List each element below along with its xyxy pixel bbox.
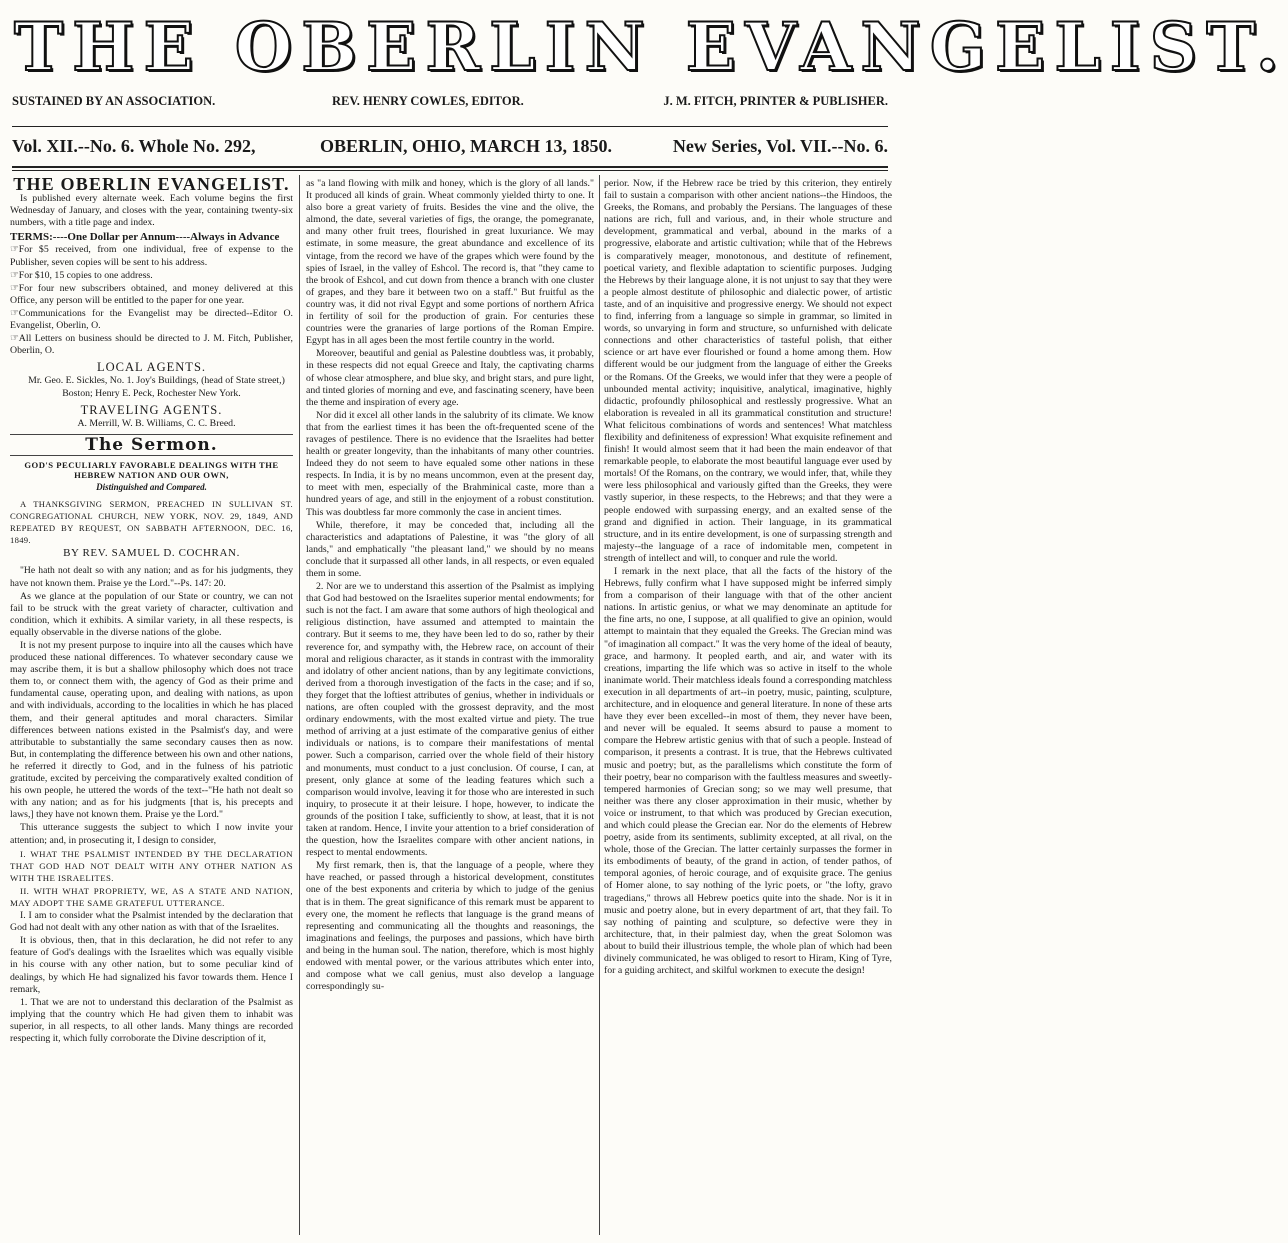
- notice-item: ☞For $5 received, from one individual, free of expense to the Publisher, seven copies will be sent to his address.: [10, 244, 293, 268]
- paragraph: Nor did it excel all other lands in the salubrity of its climate. We know that from the earliest times it has been the oft-frequented scene of the ravages of pestilence. There is no evidence that the Israelites had better health or greater longevity, than the inhabitants of many other countries. Indeed they do not seem to have equaled some other nations in these respects. In India, it is by no means uncommon, even at the present day, to meet with men, especially of the Brahminical caste, more than a hundred years of age, and still in the enjoyment of a robust constitution. This was doubtless far more commonly the case in ancient times.: [306, 409, 594, 518]
- notice-item: ☞All Letters on business should be directed to J. M. Fitch, Publisher, Oberlin, O.: [10, 333, 293, 357]
- column-2: [306, 178, 594, 1233]
- notice-item: ☞For four new subscribers obtained, and money delivered at this Office, any person will be entitled to the paper for one year.: [10, 282, 293, 306]
- paragraph: 1. That we are not to understand this declaration of the Psalmist as implying that the country which He had given them to inhabit was superior, in all respects, to all other lands. Many things are recorded respecting it, which fully corroborate the Divine description of it,: [10, 996, 293, 1044]
- sermon-occasion: A THANKSGIVING SERMON, PREACHED IN SULLIVAN ST. CONGREGATIONAL CHURCH, NEW YORK, NOV. 29, 1849, AND REPEATED BY REQUEST, ON SABBATH AFTERNOON, DEC. 16, 1849.: [10, 498, 293, 546]
- issue-dateline: OBERLIN, OHIO, MARCH 13, 1850.: [320, 136, 613, 156]
- sermon-epigraph: "He hath not dealt so with any nation; and as for his judgments, they have not known them. Praise ye the Lord."--Ps. 147: 20.: [10, 565, 293, 589]
- masthead: [0, 0, 1288, 90]
- paragraph: as "a land flowing with milk and honey, which is the glory of all lands." It produced all kinds of grain. Wheat commonly yielded thirty to one. It also bore a great variety of fruits. Besides the vine and the olive, the almond, the date, several varieties of figs, the orange, the pomegranate, and many other fruit trees, flourished in great luxuriance. We may estimate, in some measure, the great abundance and excellence of its vintage, from the record we have of the grapes which were found by the spies of Israel, in the valley of Eshcol. The record is, that "they came to the brook of Eshcol, and cut down from thence a branch with one cluster of grapes, and they bare it between two on a staff." But fruitful as the country was, it did not rival Egypt and some portions of northern Africa in fertility of soil for the production of grain. For centuries these countries were the granaries of large portions of the Roman Empire. Egypt has in all ages been the most fertile country in the world.: [306, 178, 594, 347]
- issue-volume: Vol. XII.--No. 6. Whole No. 292,: [12, 136, 256, 156]
- paragraph: I. WHAT THE PSALMIST INTENDED BY THE DECLARATION THAT GOD HAD NOT DEALT WITH ANY OTHER NATION AS WITH THE ISRAELITES.: [10, 848, 293, 883]
- sidebar-paper-name: THE OBERLIN EVANGELIST.: [13, 174, 290, 194]
- paragraph: My first remark, then is, that the language of a people, where they have reached, or passed through a historical development, constitutes one of the best exponents and criteria by which to judge of the genius that is in them. The great significance of this remark must be apparent to every one, the moment he reflects that language is the grand means of representing and communicating all the thoughts and reasonings, the imaginations and feelings, the purposes and passions, which have birth and being in the human soul. The nation, therefore, which is most highly endowed with mental power, or the various attributes which enter into, and compose what we call genius, must also develop a language correspondingly su-: [306, 860, 594, 993]
- sermon-byline: BY REV. SAMUEL D. COCHRAN.: [63, 547, 240, 560]
- issue-series: New Series, Vol. VII.--No. 6.: [672, 136, 888, 156]
- sermon-heading: The Sermon.: [85, 434, 218, 455]
- column-1: [10, 174, 293, 1233]
- paragraph: While, therefore, it may be conceded that, including all the characteristics and adaptations of Palestine, it was "the glory of all lands," and emphatically "the pleasant land," we should by no means conclude that it surpassed all other lands, in all respects, or even equaled them in some.: [306, 519, 594, 579]
- paragraph: I. I am to consider what the Psalmist intended by the declaration that God had not dealt with any other nation as with that of the Israelites.: [10, 910, 293, 934]
- paragraph: II. WITH WHAT PROPRIETY, WE, AS A STATE AND NATION, MAY ADOPT THE SAME GRATEFUL UTTERANCE.: [10, 885, 293, 908]
- credit-editor: REV. HENRY COWLES, EDITOR.: [332, 94, 524, 108]
- column-separator: [299, 175, 300, 1235]
- publication-info: Is published every alternate week. Each volume begins the first Wednesday of January, and closes with the year, containing twenty-six numbers, with a title page and index.: [10, 193, 293, 229]
- credit-row: [12, 94, 888, 112]
- column-separator: [599, 175, 600, 1235]
- masthead-rule-top: [12, 126, 888, 127]
- paragraph: As we glance at the population of our State or country, we can not fail to be struck with the great variety of character, cultivation and condition, which it exhibits. A similar variety, in all these respects, is equally observable in the diverse nations of the globe.: [10, 590, 293, 638]
- credit-publisher: J. M. FITCH, PRINTER & PUBLISHER.: [663, 94, 888, 108]
- paragraph: perior. Now, if the Hebrew race be tried by this criterion, they entirely fail to sustain a comparison with other ancient nations--the Hindoos, the Greeks, the Romans, and probably the Persians. The languages of these nations are rich, full and various, and, in their whole structure and development, grammatical and verbal, abound in the marks of a progressive, elaborate and artistic cultivation; while that of the Hebrews is comparatively meager, monotonous, and destitute of refinement, poetical variety, and flexible adaptation to scientific purposes. Judging the Hebrews by their language alone, it is not unjust to say that they were a people almost destitute of philosophic and dialectic power, of artistic taste, and of an inquisitive and progressive energy. We should not expect to find, inferring from a language so simple in grammar, so limited in words, so unvarying in form and structure, so unfurnished with delicate connections and other characteristics of tasteful polish, that either science or art have ever flourished or found a home among them. How different would be our judgment from the language of either the Greeks or the Romans. Of the Greeks, we would infer that they were a people of unbounded mental activity; inquisitive, analytical, imaginative, highly didactic, profoundly philosophical and restlessly progressive. What an elaboration is revealed in all its grammatical constitution and structure! What felicitous combinations of words and sentences! What matchless flexibility and definiteness of expression! What exquisite refinement and finish! It would almost seem that it had been the main endeavor of that remarkable people, to elaborate the most beautiful language ever used by mortals! Of the Romans, on the contrary, we would infer, that, while they were less philosophical and variously gifted than the Greeks, they were vastly superior, in these respects, to the Hebrews; and that they were a people endowed with surpassing energy, and an exalted sense of the grand and dignified in action. Their language, in its grammatical structure, and in its entire development, is one of surpassing strength and majesty--the language of a race of indomitable men, competent in strength of intellect and will, to conquer and rule the world.: [604, 178, 892, 564]
- paragraph: This utterance suggests the subject to which I now invite your attention; and, in prosecuting it, I design to consider,: [10, 822, 293, 846]
- local-agents-heading: LOCAL AGENTS.: [96, 360, 207, 375]
- paragraph: It is not my present purpose to inquire into all the causes which have produced these national differences. To whatever secondary cause we may ascribe them, it is but a shallow philosophy which does not trace them to, or connect them with, the agency of God as their prime and fundamental cause, operating upon, and dealing with nations, as upon and with individuals, according to the localities in which he has placed them, and their general aptitudes and moral characters. Similar differences between nations existed in the Psalmist's day, and were attributable to substantially the same secondary causes then as now. But, in contemplating the difference between his own and other nations, he referred it directly to God, and in the fulness of his patriotic gratitude, excited by perceiving the comparatively exalted condition of his own people, he uttered the words of the text--"He hath not dealt so with any nation; and as for his judgments [that is, his precepts and laws,] they have not known them. Praise ye the Lord.": [10, 640, 293, 821]
- sermon-subtitle: GOD'S PECULIARLY FAVORABLE DEALINGS WITH THE HEBREW NATION AND OUR OWN,: [24, 459, 279, 481]
- notice-item: ☞Communications for the Evangelist may be directed--Editor O. Evangelist, Oberlin, O.: [10, 307, 293, 332]
- paragraph: Moreover, beautiful and genial as Palestine doubtless was, it probably, in these respects did not equal Greece and Italy, the captivating charms of whose clear atmosphere, and blue sky, and bright stars, and pure light, and tinted glories of morning and eve, and fascinating scenery, have been the theme and inspiration of every age.: [306, 348, 594, 408]
- issue-row: [12, 136, 888, 158]
- column-3: [604, 178, 892, 1233]
- masthead-title: THE OBERLIN EVANGELIST.: [14, 8, 1288, 86]
- sermon-subtitle-2: Distinguished and Compared.: [96, 481, 207, 492]
- notice-item: ☞For $10, 15 copies to one address.: [10, 269, 153, 281]
- traveling-agents-text: A. Merrill, W. B. Williams, C. C. Breed.: [77, 417, 236, 429]
- paragraph: 2. Nor are we to understand this assertion of the Psalmist as implying that God had bestowed on the Israelites superior mental endowments; for such is not the fact. I am aware that some authors of high theological and religious distinction, have assumed and attempted to maintain the contrary. But it seems to me, they have been led to do so, rather by their reverence for, and sympathy with, the Hebrew race, on account of their moral and religious character, as it stands in contrast with the immorality and idolatry of other ancient nations, than by any legitimate convictions, derived from a thorough investigation of the facts in the case; and if so, they forget that the loftiest attributes of genius, whether in individuals or nations, are often coupled with the grossest depravity, and the most ordinary endowments, with the most exalted virtue and piety. The true method of arriving at a just estimate of the comparative genius of either individuals or nations, is to compare their manifestations of mental power. Such a comparison, carried over the whole field of their history and monuments, must conduct to a just conclusion. Of course, I can, at present, only glance at some of the leading features which such a comparison would involve, leaving it for those who are interested in such inquiry, to prosecute it at their leisure. I hope, however, to indicate the grounds of the position I take, sufficiently to show, at least, that it is not taken at random. Hence, I invite your attention to a brief consideration of the question, how the Israelites compare with other ancient nations, in respect to mental endowments.: [306, 581, 594, 859]
- credit-association: SUSTAINED BY AN ASSOCIATION.: [12, 94, 216, 108]
- local-agents-text: Mr. Geo. E. Sickles, No. 1. Joy's Buildings, (head of State street,) Boston; Henry E. Peck, Rochester New York.: [28, 375, 285, 399]
- masthead-rule-thin: [12, 170, 888, 171]
- paragraph: I remark in the next place, that all the facts of the history of the Hebrews, fully confirm what I have supposed might be inferred simply from a comparison of their language with that of the other ancient nations. In artistic genius, or what we may denominate an aptitude for the fine arts, no one, I suppose, at all qualified to give an opinion, would attempt to maintain that they equaled the Greeks. The Grecian mind was "of imagination all compact." It was the very home of the ideal of beauty, grace, and harmony. It peopled earth, and air, and water with its creations, imparting the life which was so active in itself to the whole inanimate world. Their matchless ideals found a corresponding matchless execution in all departments of art--in poetry, music, painting, sculpture, architecture, and in eloquence and general literature. In none of these arts have they ever been excelled--in most of them, they never have been, and never will be equaled. It seems absurd to pause a moment to compare the Hebrew artistic genius with that of such a people. Instead of comparison, it presents a contrast. It is true, that the Hebrews cultivated music and poetry; but, as the parallelisms which constitute the form of their poetry, bear no comparison with the faultless measures and sweetly-tempered harmonies of Grecian song; so we may well presume, that neither was there any closer approximation in their music, whether by voice or instrument, to that which was produced by Grecian execution, and which could please the Grecian ear. Nor do the elements of Hebrew poetry, aside from its sentiments, sublimity excepted, at all rival, on the whole, those of the Grecian. The latter certainly surpasses the former in its embodiments of beauty, of the grand in action, of tender pathos, of temporal agonies, of heroic courage, and of exquisite grace. The genius of Homer alone, to say nothing of the lyric poets, or "the lofty, gravo tragedians," throws all Hebrew poetics quite into the shade. Nor is it in music and poetry alone, but in every department of art, that they fail. To say nothing of painting and sculpture, so defective were they in architecture, that, in their palmiest day, when the great Solomon was about to build their illustrious temple, the whole plan of which had been divinely communicated, he was obliged to resort to Hiram, King of Tyre, for a guiding architect, and skilful workmen to execute the design!: [604, 566, 892, 977]
- terms-line: TERMS:----One Dollar per Annum----Always in Advance: [10, 231, 280, 244]
- paragraph: It is obvious, then, that in this declaration, he did not refer to any feature of God's dealings with the Israelites which was equally visible in his course with any other nation, but to some peculiar kind of dealings, by which He had signalized his favor towards them. Hence I remark,: [10, 935, 293, 995]
- traveling-agents-heading: TRAVELING AGENTS.: [80, 402, 223, 417]
- divider: [10, 455, 293, 456]
- masthead-rule-bottom: [12, 166, 888, 168]
